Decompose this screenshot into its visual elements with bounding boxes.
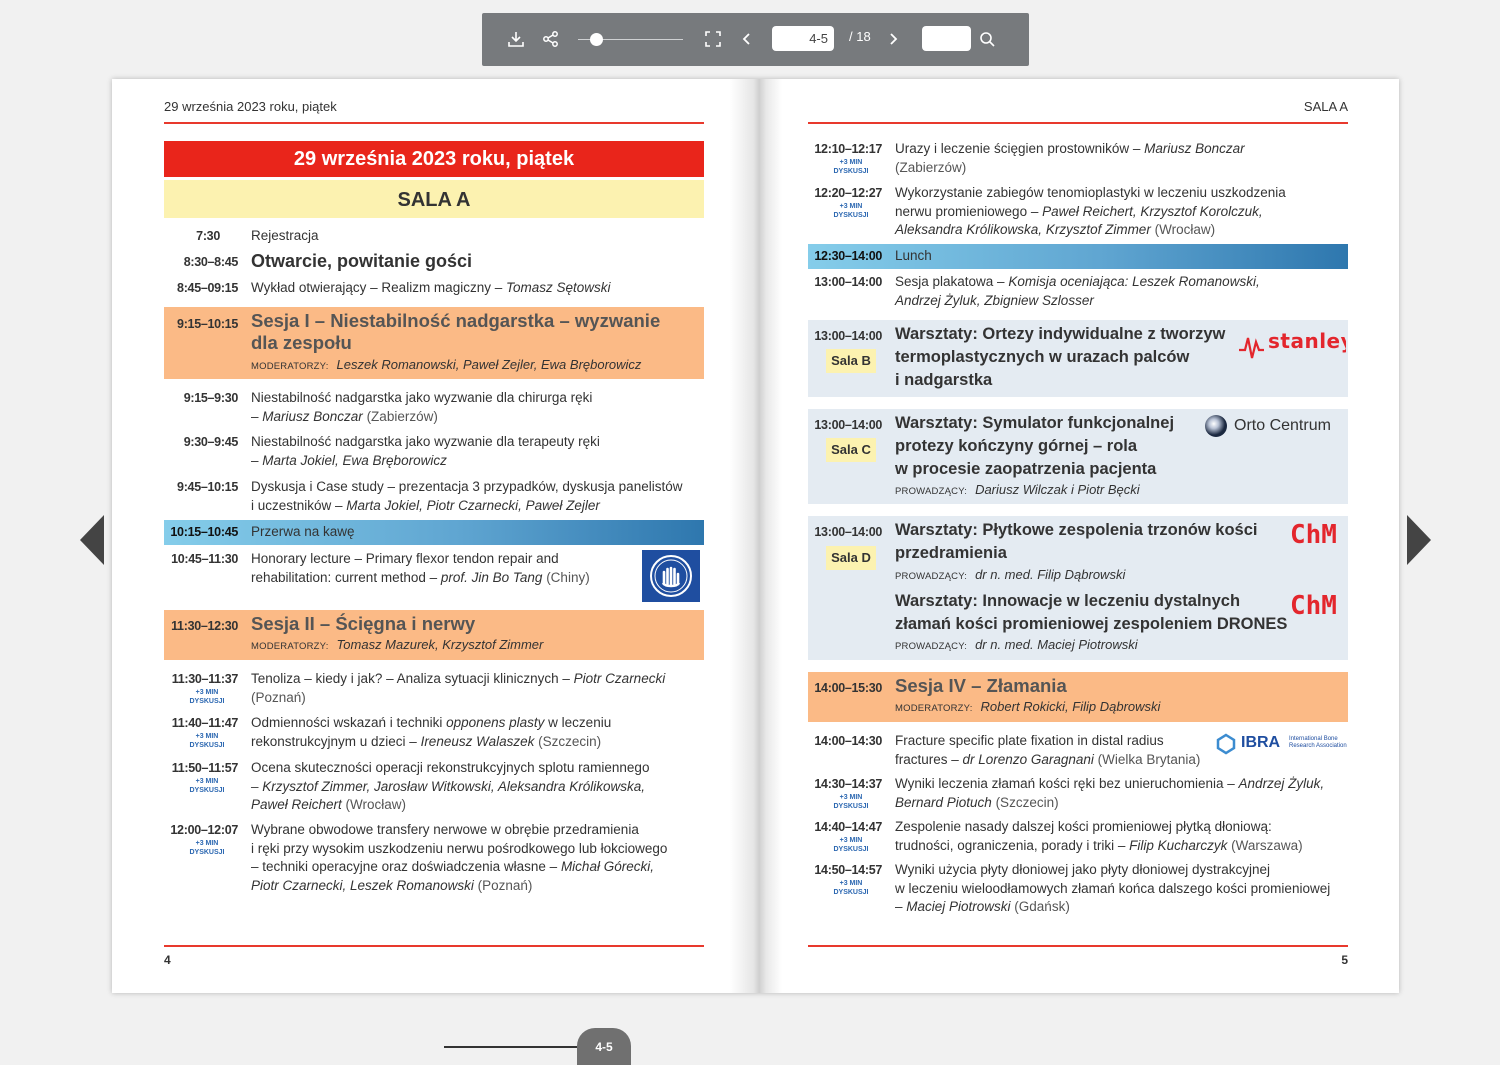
session-header: 9:15–10:15 Sesja I – Niestabilność nadgarstka – wyzwanie dla zespołu MODERATORZY: Leszek Romanowski, Paweł Zejler, Ewa Bręborowicz (164, 307, 704, 379)
session-header: 11:30–12:30 Sesja II – Ścięgna i nerwy MODERATORZY: Tomasz Mazurek, Krzysztof Zimmer (164, 610, 704, 660)
page-scrubber-track[interactable] (444, 1046, 582, 1048)
header-rule (808, 122, 1348, 124)
page-input[interactable]: 4-5 (772, 26, 834, 51)
next-page-arrow-icon[interactable] (1407, 515, 1431, 565)
workshop-leaders: PROWADZĄCY: dr n. med. Filip Dąbrowski (895, 567, 1126, 582)
page-number: 5 (1341, 953, 1348, 967)
search-input[interactable] (922, 26, 971, 51)
room-header: SALA A (164, 180, 704, 218)
page-number: 4 (164, 953, 171, 967)
footer-rule (164, 945, 704, 947)
room-badge: Sala C (826, 438, 876, 462)
download-icon[interactable] (505, 28, 527, 50)
coffee-break-bar: 10:15–10:45 Przerwa na kawę (164, 520, 704, 545)
orto-centrum-logo-icon (1205, 415, 1227, 437)
workshop-block: 13:00–14:00 Sala C Warsztaty: Symulator funkcjonalnej protezy kończyny górnej – rola w procesie zaopatrzenia pacjenta PROWADZĄCY: Dariusz Wilczak i Piotr Bęcki Orto Centrum (808, 409, 1348, 504)
svg-text:stanley: stanley (1268, 329, 1346, 353)
workshop-leaders: PROWADZĄCY: Dariusz Wilczak i Piotr Bęcki (895, 482, 1140, 497)
footer-rule (808, 945, 1348, 947)
moderators: MODERATORZY: Leszek Romanowski, Paweł Zejler, Ewa Bręborowicz (251, 357, 642, 372)
day-header: 29 września 2023 roku, piątek (164, 141, 704, 177)
hand-society-logo-icon (642, 550, 700, 602)
workshop-block: 13:00–14:00 Sala B Warsztaty: Ortezy indywidualne z tworzyw termoplastycznych w urazach palców i nadgarstka stanley (808, 320, 1348, 397)
orto-centrum-logo-text: Orto Centrum (1234, 417, 1331, 434)
header-rule (164, 122, 704, 124)
workshop-leaders: PROWADZĄCY: dr n. med. Maciej Piotrowski (895, 637, 1138, 652)
stanley-logo-icon (1238, 326, 1346, 368)
viewer-toolbar (482, 13, 1029, 66)
chevron-left-icon[interactable] (736, 28, 758, 50)
zoom-slider-knob[interactable] (590, 33, 603, 46)
moderators: MODERATORZY: Tomasz Mazurek, Krzysztof Zimmer (251, 637, 544, 652)
running-head: SALA A (1303, 99, 1348, 114)
chm-logo-icon: ChM (1290, 520, 1337, 550)
running-head: 29 września 2023 roku, piątek (164, 99, 337, 114)
ibra-logo-icon: IBRA International Bone Research Association (1215, 733, 1348, 755)
chm-logo-icon: ChM (1290, 591, 1337, 621)
lunch-bar: 12:30–14:00 Lunch (808, 244, 1348, 269)
book-spine (730, 79, 782, 993)
workshop-block: 13:00–14:00 Sala D Warsztaty: Płytkowe zespolenia trzonów kości przedramienia PROWADZĄCY: dr n. med. Filip Dąbrowski Warsztaty: Innowacje w leczeniu dystalnych złamań kości promieniowej zespoleniem DRONES PROWADZĄCY: dr n. med. Maciej Piotrowski ChM ChM (808, 516, 1348, 660)
share-icon[interactable] (540, 28, 562, 50)
room-badge: Sala B (826, 349, 876, 373)
left-page: 29 września 2023 roku, piątek 29 września 2023 roku, piątek SALA A 7:30 Rejestracja 8:30–8:45 Otwarcie, powitanie gości 8:45–09:15 Wykład otwierający – Realizm magiczny – Tomasz Sętowski 9:15–10:15 Sesja I – Niestabilność nadgarstka – wyzwanie dla zespołu MODERATORZY: Leszek Romanowski, Paweł Zejler, Ewa Bręborowicz 9:15–9:30 Niestabilność nadgarstka jako wyzwanie dla chirurga ręki – Mariusz Bonczar (Zabierzów) 9:30–9:45 Niestabilność nadgarstka jako wyzwanie dla terapeuty ręki – Marta Jokiel, Ewa Bręborowicz 9:45–10:15 Dyskusja i Case study – prezentacja 3 przypadków, dyskusja panelistów i uczestników – Marta Jokiel, Piotr Czarnecki, Paweł Zejler 10:15–10:45 Przerwa na kawę 10:45–11:30 Honorary lecture – Primary flexor tendon repair and rehabilitation: current method – prof. Jin Bo Tang (Chiny) 11:30–12:30 Sesja II – Ścięgna i nerwy MODERATORZY: Tomasz Mazurek, Krzysztof Zimmer 11:30–11:37 +3 MIN DYSKUSJI Tenoliza – kiedy i jak? – Analiza sytuacji klinicznych – Piotr Czarnecki (Poznań) 11:40–11:47 +3 MIN DYSKUSJI Odmienności wskazań i techniki opponens plasty w leczeniu rekonstrukcyjnym u dzieci – Ireneusz Walaszek (Szczecin) 11:50–11:57 +3 MIN DYSKUSJI Ocena skuteczności operacji rekonstrukcyjnych splotu ramiennego – Krzysztof Zimmer, Jarosław Witkowski, Aleksandra Królikowska, Paweł Reichert (Wrocław) 12:00–12:07 +3 MIN DYSKUSJI Wybrane obwodowe transfery nerwowe w obrębie przedramienia i ręki przy wysokim uszkodzeniu nerwu pośrodkowego lub łokciowego – techniki operacyjne oraz doświadczenia własne – Michał Górecki, Piotr Czarnecki, Leszek Romanowski (Poznań) 4 (164, 79, 704, 993)
search-icon[interactable] (976, 28, 998, 50)
book-spread (112, 79, 1399, 993)
room-badge: Sala D (826, 546, 876, 570)
session-header: 14:00–15:30 Sesja IV – Złamania MODERATORZY: Robert Rokicki, Filip Dąbrowski (808, 672, 1348, 722)
prev-page-arrow-icon[interactable] (80, 515, 104, 565)
right-page: SALA A 12:10–12:17 +3 MIN DYSKUSJI Urazy i leczenie ścięgien prostowników – Mariusz Bonczar (Zabierzów) 12:20–12:27 +3 MIN DYSKUSJI Wykorzystanie zabiegów tenomioplastyki w leczeniu uszkodzenia nerwu promieniowego – Paweł Reichert, Krzysztof Korolczuk, Aleksandra Królikowska, Krzysztof Zimmer (Wrocław) 12:30–14:00 Lunch 13:00–14:00 Sesja plakatowa – Komisja oceniająca: Leszek Romanowski, Andrzej Żyluk, Zbigniew Szlosser 13:00–14:00 Sala B Warsztaty: Ortezy indywidualne z tworzyw termoplastycznych w urazach palców i nadgarstka stanley 13:00–14:00 Sala C Warsztaty: Symulator funkcjonalnej protezy kończyny górnej – rola w procesie zaopatrzenia pacjenta PROWADZĄCY: Dariusz Wilczak i Piotr Bęcki Orto Centrum 13:00–14:00 Sala D Warsztaty: Płytkowe zespolenia trzonów kości przedramienia PROWADZĄCY: dr n. med. Filip Dąbrowski Warsztaty: Innowacje w leczeniu dystalnych złamań kości promieniowej zespoleniem DRONES PROWADZĄCY: dr n. med. Maciej Piotrowski ChM ChM 14:00–15:30 Sesja IV – Złamania MODERATORZY: Robert Rokicki, Filip Dąbrowski 14:00–14:30 Fracture specific plate fixation in distal radius fractures – dr Lorenzo Garagnani (Wielka Brytania) IBRA International Bone Research Association 14:30–14:37 +3 MIN DYSKUSJI Wyniki leczenia złamań kości ręki bez unieruchomienia – Andrzej Żyluk, Bernard Piotuch (Szczecin) 14:40–14:47 +3 MIN DYSKUSJI Zespolenie nasady dalszej kości promieniowej płytką dłoniową: trudności, ograniczenia, porady i triki – Filip Kucharczyk (Warszawa) 14:50–14:57 +3 MIN DYSKUSJI Wyniki użycia płyty dłoniowej jako płyty dłoniowej dystrakcyjnej w leczeniu wieloodłamowych złamań końca dalszego kości promieniowej – Maciej Piotrowski (Gdańsk) 5 (808, 79, 1348, 993)
chevron-right-icon[interactable] (882, 28, 904, 50)
page-total: / 18 (849, 29, 871, 44)
page-scrubber-thumb[interactable]: 4-5 (577, 1028, 631, 1065)
fullscreen-icon[interactable] (702, 28, 724, 50)
moderators: MODERATORZY: Robert Rokicki, Filip Dąbrowski (895, 699, 1161, 714)
